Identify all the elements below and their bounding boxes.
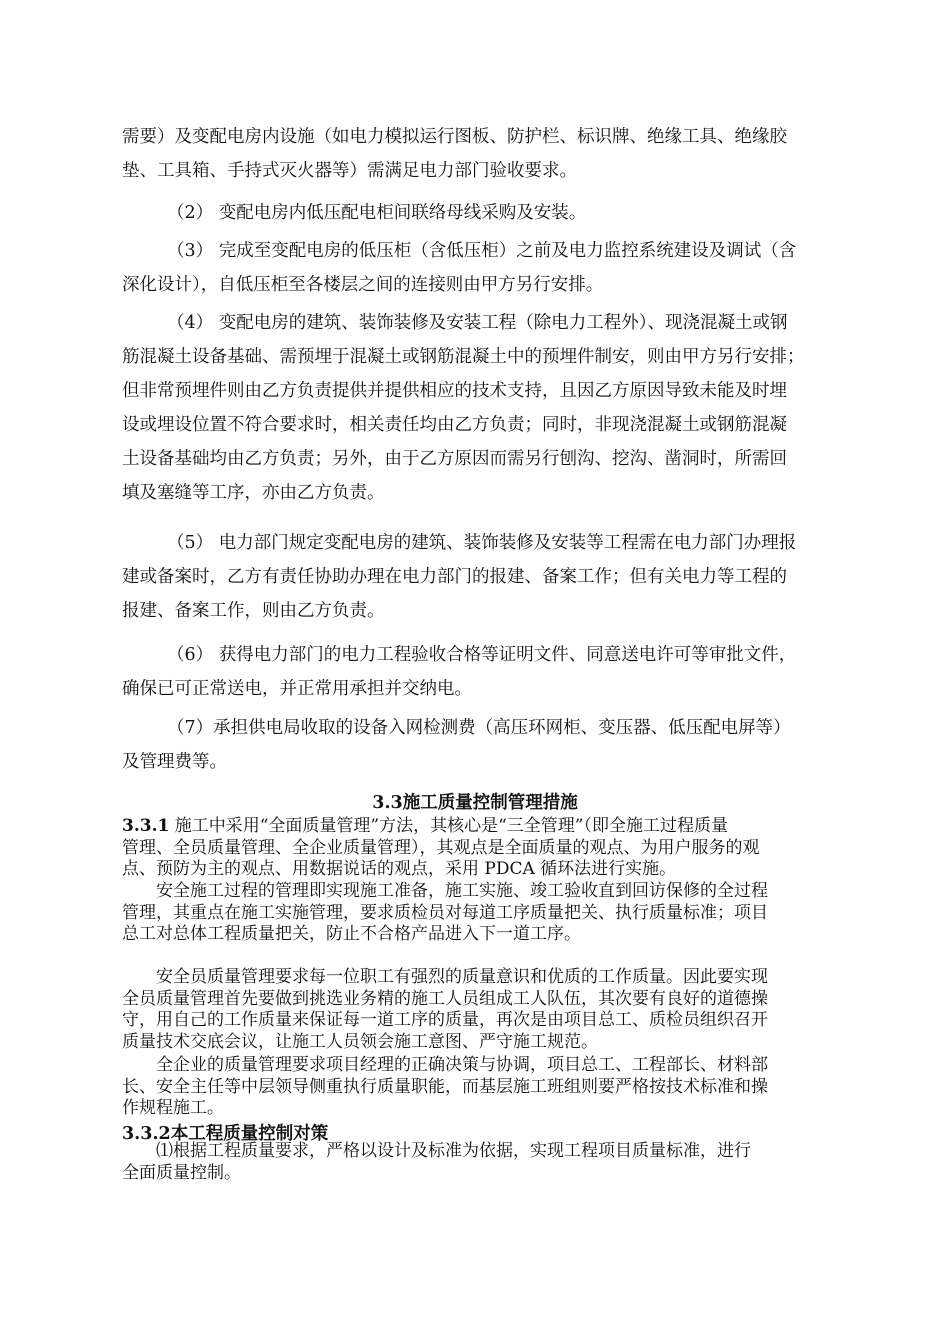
paragraph-item-4: （4） 变配电房的建筑、装饰装修及安装工程（除电力工程外）、现浇混凝土或钢 筋混凝土设备基础、需预埋于混凝土或钢筋混凝土中的预埋件制安，则由甲方另行安排； 但非常预埋件则由乙方负责提供并提供相应的技术支持，且因乙方原因导致未能及时埋 设或埋设位置不符合要求时，相关责任均由乙方负责；同时，非现浇混凝土或钢筋混凝 土设备基础均由乙方负责；另外，由于乙方原因而需另行刨沟、挖沟、凿洞时，所需回 填及塞缝等工序，亦由乙方负责。 (122, 313, 805, 503)
paragraph-control-measure-1: ⑴根据工程质量要求，严格以设计及标准为依据，实现工程项目质量标准，进行 全面质量控制。 (122, 1141, 751, 1183)
paragraph-item-3: （3） 完成至变配电房的低压柜（含低压柜）之前及电力监控系统建设及调试（含 深化设计），自低压柜至各楼层之间的连接则由甲方另行安排。 (122, 241, 797, 295)
subsection-3-3-1: 3.3.1 施工中采用“全面质量管理”方法，其核心是“三全管理”（即全施工过程质量 管理、全员质量管理、全企业质量管理），其观点是全面质量的观点、为用户服务的观 点、预防为主的观点、用数据说话的观点，采用 PDCA 循环法进行实施。 (122, 816, 760, 879)
paragraph-item-6: （6） 获得电力部门的电力工程验收合格等证明文件、同意送电许可等审批文件， 确保已可正常送电，并正常用承担并交纳电。 (122, 645, 797, 699)
paragraph-item-5: （5） 电力部门规定变配电房的建筑、装饰装修及安装等工程需在电力部门办理报 建或备案时，乙方有责任协助办理在电力部门的报建、备案工作；但有关电力等工程的 报建、备案工作，则由乙方负责。 (122, 533, 797, 621)
paragraph-process-management: 安全施工过程的管理即实现施工准备，施工实施、竣工验收直到回访保修的全过程 管理，其重点在施工实施管理，要求质检员对每道工序质量把关、执行质量标准；项目 总工对总体工程质量把关，防止不合格产品进入下一道工序。 (122, 881, 768, 944)
paragraph-continuation: 需要）及变配电房内设施（如电力模拟运行图板、防护栏、标识牌、绝缘工具、绝缘胶 垫、工具箱、手持式灭火器等）需满足电力部门验收要求。 (122, 127, 787, 181)
paragraph-item-7: （7）承担供电局收取的设备入网检测费（高压环网柜、变压器、低压配电屏等） 及管理费等。 (122, 718, 791, 772)
subsection-number: 3.3.1 (122, 816, 170, 836)
section-heading: 3.3施工质量控制管理措施 (372, 793, 578, 813)
subsection-3-3-2-title: 3.3.2本工程质量控制对策 (122, 1124, 329, 1144)
paragraph-staff-management: 安全员质量管理要求每一位职工有强烈的质量意识和优质的工作质量。因此要实现 全员质量管理首先要做到挑选业务精的施工人员组成工人队伍，其次要有良好的道德操 守，用自己的工作质量来保证每一道工序的质量，再次是由项目总工、质检员组织召开 质量技术交底会议，让施工人员领会施工意图、严守施工规范。 (122, 967, 768, 1052)
paragraph-item-2: （2） 变配电房内低压配电柜间联络母线采购及安装。 (167, 203, 587, 223)
paragraph-enterprise-management: 全企业的质量管理要求项目经理的正确决策与协调，项目总工、工程部长、材料部 长、安全主任等中层领导侧重执行质量职能，而基层施工班组则要严格按技术标准和操 作规程施工。 (122, 1055, 768, 1118)
